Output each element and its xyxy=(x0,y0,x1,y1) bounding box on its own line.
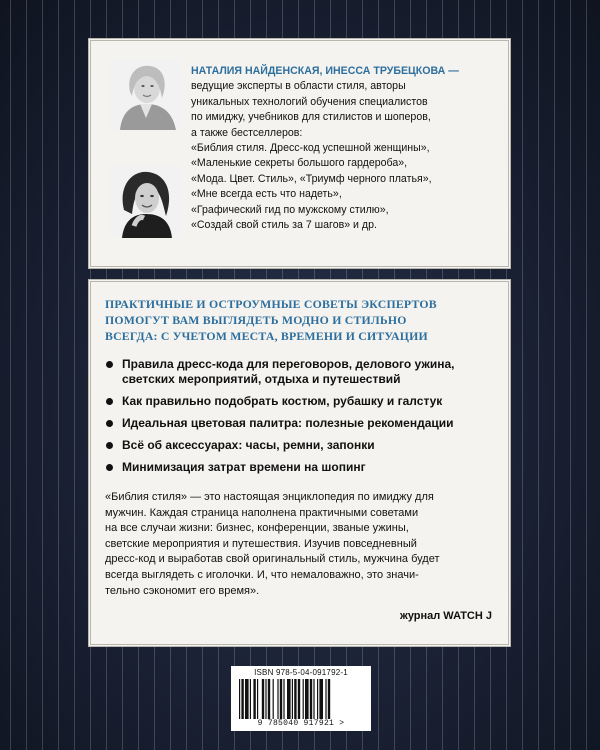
bullet-text-line: светских мероприятий, отдыха и путешествий xyxy=(122,372,401,386)
bullet-item xyxy=(105,394,505,409)
headline xyxy=(105,296,500,344)
bullet-item xyxy=(105,438,505,453)
headline-line: ПРАКТИЧНЫЕ И ОСТРОУМНЫЕ СОВЕТЫ ЭКСПЕРТОВ xyxy=(105,297,437,311)
bio-line: «Мода. Цвет. Стиль», «Триумф черного платья», xyxy=(191,172,432,185)
bullet-text-line: Как правильно подобрать костюм, рубашку и галстук xyxy=(122,394,443,408)
bullet-text-line: Идеальная цветовая палитра: полезные рекомендации xyxy=(122,416,454,430)
quote-source: журнал WATCH J xyxy=(400,610,492,622)
bullet-text-line: Правила дресс-кода для переговоров, делового ужина, xyxy=(122,357,455,371)
bio-line: а также бестселлеров: xyxy=(191,126,303,139)
headline-line: ПОМОГУТ ВАМ ВЫГЛЯДЕТЬ МОДНО И СТИЛЬНО xyxy=(105,313,407,327)
quote-line: всегда выглядеть с иголочки. И, что немаловажно, это значи- xyxy=(105,568,419,581)
authors-names: НАТАЛИЯ НАЙДЕНСКАЯ, ИНЕССА ТРУБЕЦКОВА — xyxy=(191,65,459,77)
bio-line: «Библия стиля. Дресс-код успешной женщины», xyxy=(191,142,430,155)
bio-line: «Мне всегда есть что надеть», xyxy=(191,188,342,201)
barcode xyxy=(231,666,371,731)
barcode-bars xyxy=(239,679,363,719)
quote-line: светские мероприятия и путешествия. Изучив повседневный xyxy=(105,537,417,550)
bio-line: ведущие эксперты в области стиля, авторы xyxy=(191,80,406,93)
bullet-dot-icon xyxy=(106,361,113,368)
quote-line: тельно сэкономит его время». xyxy=(105,584,260,597)
bullet-dot-icon xyxy=(106,464,113,471)
bullet-list xyxy=(105,357,505,482)
quote-line: на все случаи жизни: бизнес, конференции, званые ужины, xyxy=(105,522,409,535)
review-quote xyxy=(105,490,505,599)
bio-line: «Графический гид по мужскому стилю», xyxy=(191,203,389,216)
bio-line: по имиджу, учебников для стилистов и шоперов, xyxy=(191,111,431,124)
quote-line: «Библия стиля» — это настоящая энциклопедия по имиджу для xyxy=(105,491,434,503)
bio-line: уникальных технологий обучения специалистов xyxy=(191,95,428,108)
bio-line: «Создай свой стиль за 7 шагов» и др. xyxy=(191,219,377,232)
bullet-text-line: Минимизация затрат времени на шопинг xyxy=(122,460,366,474)
author-photo-brunette xyxy=(110,166,182,238)
bullet-dot-icon xyxy=(106,420,113,427)
bullet-item xyxy=(105,460,505,475)
barcode-digits: 9 785040 917921 > xyxy=(257,719,345,728)
authors-panel xyxy=(88,38,511,269)
bullet-text-line: Всё об аксессуарах: часы, ремни, запонки xyxy=(122,438,375,452)
isbn-label: ISBN 978-5-04-091792-1 xyxy=(254,668,348,677)
quote-line: мужчин. Каждая страница наполнена практичными советами xyxy=(105,506,419,519)
bullet-dot-icon xyxy=(106,398,113,405)
bio-line: «Маленькие секреты большого гардероба», xyxy=(191,157,408,170)
author-photo-blonde xyxy=(110,58,182,130)
bullet-dot-icon xyxy=(106,442,113,449)
bullet-item xyxy=(105,357,505,387)
quote-line: дресс-код и выработав свой оригинальный стиль, мужчина будет xyxy=(105,553,440,566)
bullet-item xyxy=(105,416,505,431)
authors-bio xyxy=(191,64,511,233)
headline-line: ВСЕГДА: С УЧЕТОМ МЕСТА, ВРЕМЕНИ И СИТУАЦИИ xyxy=(105,329,428,343)
description-panel xyxy=(88,279,511,647)
